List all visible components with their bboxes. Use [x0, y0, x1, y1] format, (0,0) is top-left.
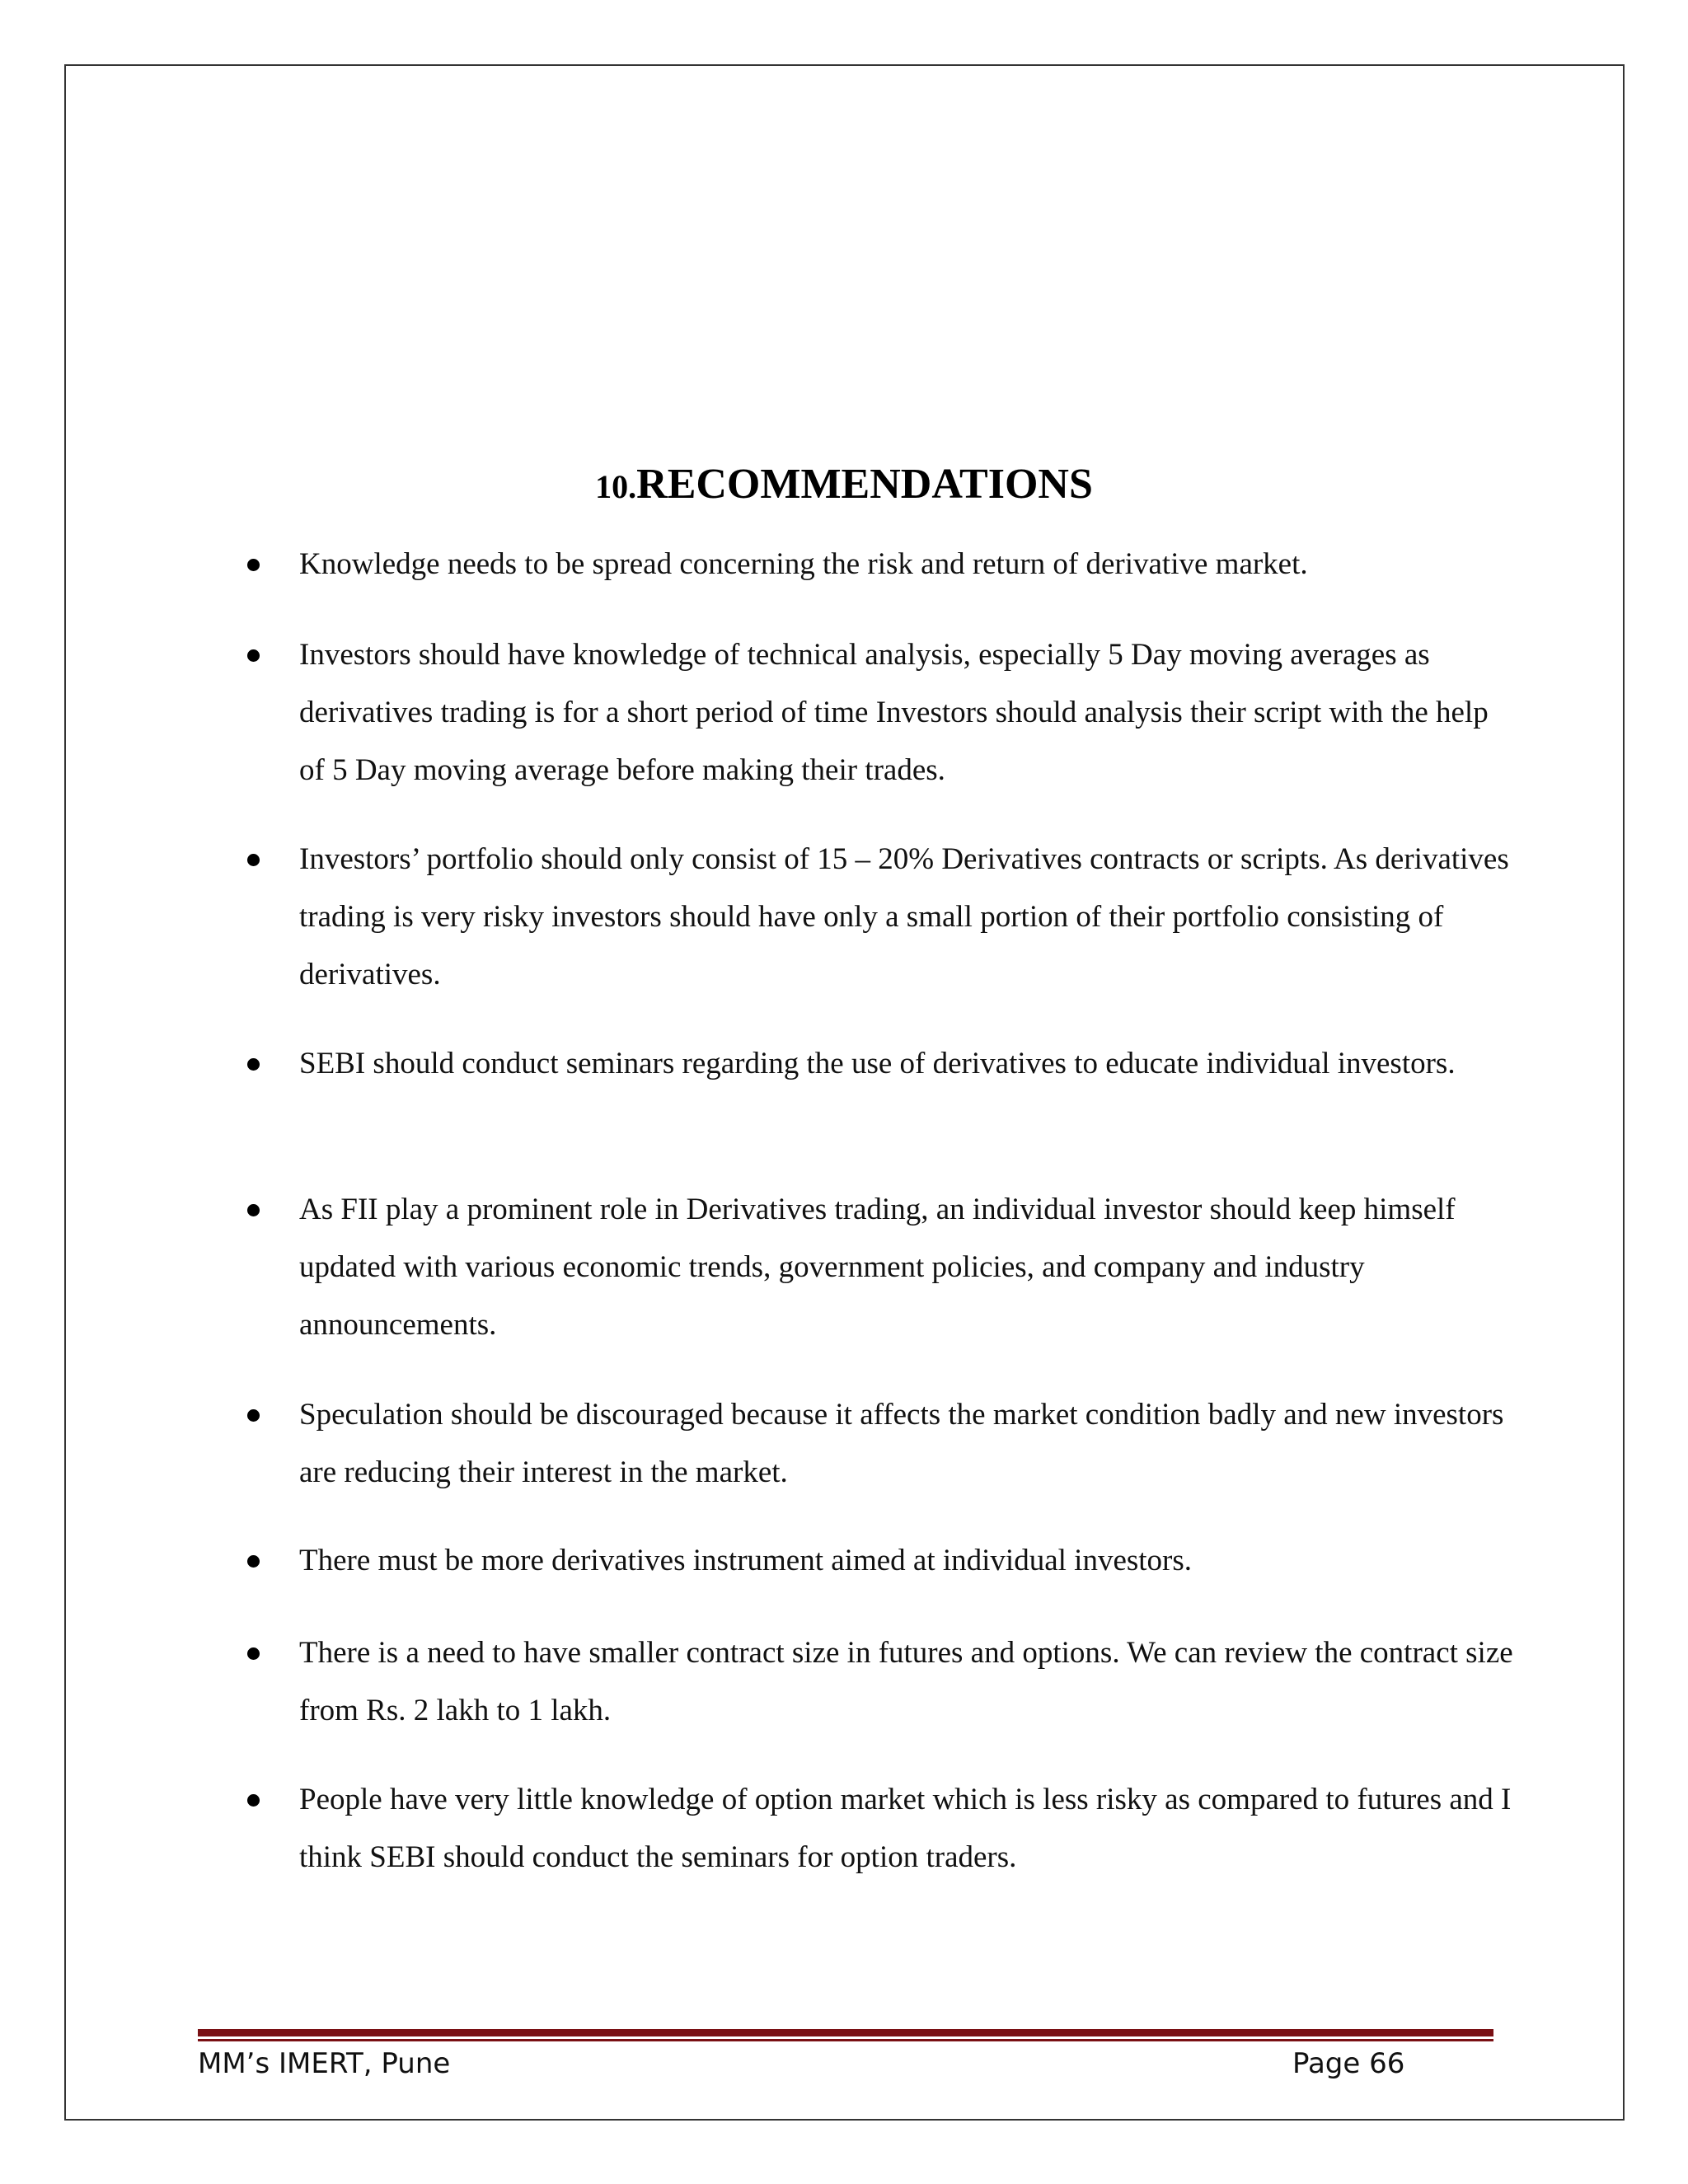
list-item-text: People have very little knowledge of option market which is less risky as compared to futures and I think SEBI should conduct the seminars for option traders.	[299, 1783, 1512, 1874]
bullet-icon	[247, 854, 260, 866]
list-item	[247, 1386, 1517, 1502]
footer-rule-thick	[198, 2029, 1493, 2036]
footer-institution: MM’s IMERT, Pune	[198, 2047, 451, 2080]
list-item	[247, 536, 1517, 593]
bullet-icon	[247, 1058, 260, 1071]
section-number: 10.	[595, 468, 637, 505]
list-item	[247, 1771, 1517, 1886]
list-item-text: Investors should have knowledge of technical analysis, especially 5 Day moving averages as derivatives trading is for a short period of time Investors should analysis their script with the help of 5 Day moving average before making their trades.	[299, 638, 1489, 787]
section-title: RECOMMENDATIONS	[636, 461, 1093, 508]
list-item-text: Knowledge needs to be spread concerning the risk and return of derivative market.	[299, 547, 1308, 581]
list-item-text: Speculation should be discouraged because it affects the market condition badly and new investors are reducing their interest in the market.	[299, 1398, 1504, 1489]
bullet-icon	[247, 1647, 260, 1660]
bullet-icon	[247, 1409, 260, 1422]
footer-rule-thin	[198, 2039, 1493, 2041]
bullet-icon	[247, 1555, 260, 1568]
bullet-icon	[247, 559, 260, 571]
list-item	[247, 626, 1517, 799]
bullet-icon	[247, 1794, 260, 1807]
list-item-text: There is a need to have smaller contract size in futures and options. We can review the contract size from Rs. 2 lakh to 1 lakh.	[299, 1636, 1513, 1727]
list-item	[247, 1035, 1517, 1093]
list-item	[247, 831, 1517, 1004]
list-item-text: As FII play a prominent role in Derivatives trading, an individual investor should keep himself updated with various economic trends, government policies, and company and industry announcements.	[299, 1193, 1456, 1342]
bullet-icon	[247, 1204, 260, 1216]
list-item-text: SEBI should conduct seminars regarding the use of derivatives to educate individual investors.	[299, 1047, 1456, 1080]
list-item	[247, 1532, 1517, 1590]
footer-page-number: Page 66	[1292, 2047, 1405, 2080]
list-item	[247, 1181, 1517, 1354]
list-item-text: There must be more derivatives instrument aimed at individual investors.	[299, 1544, 1193, 1577]
bullet-icon	[247, 649, 260, 662]
list-item	[247, 1624, 1517, 1740]
list-item-text: Investors’ portfolio should only consist of 15 – 20% Derivatives contracts or scripts. As derivatives trading is very risky investors should have only a small portion of their portfolio consisting of derivatives.	[299, 842, 1509, 991]
